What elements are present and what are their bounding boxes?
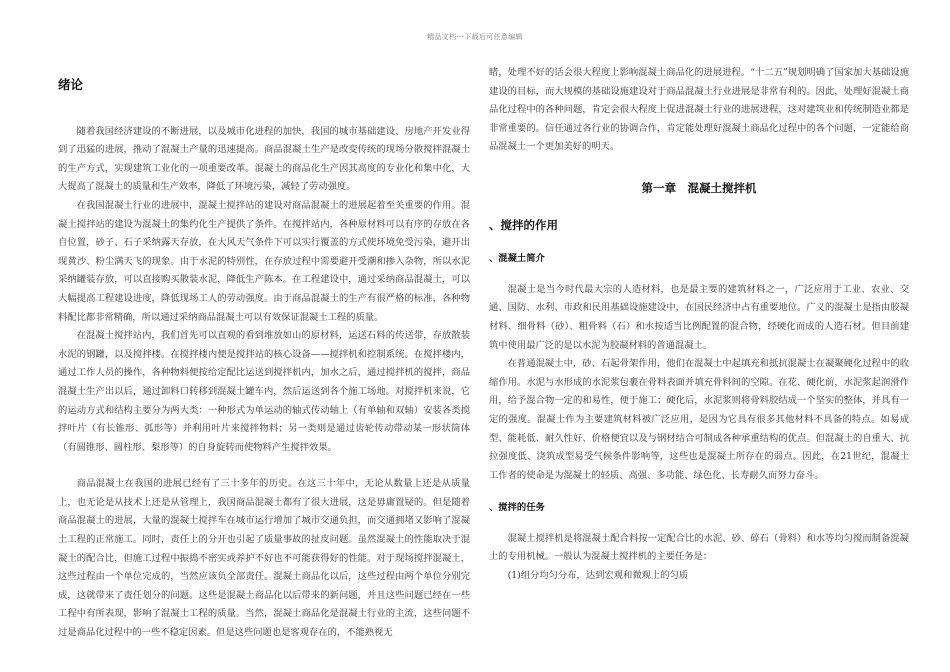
intro-paragraph: 随着我国经济建设的不断进展，以及城市化进程的加快，我国的城市基础建设、房地产开发业得到了迅猛的进展，推动了混凝土产量的迅速提高。商品混凝土生产是改变传统的现场分散搅拌混凝土的生产方式，实现建筑工业化的一项重要改革。混凝土的商品化生产因其高度的专业化和集中化，大大提高了混凝土的质量和生产效率，降低了环境污染，减轻了劳动强度。 — [58, 125, 470, 193]
introduction-heading: 绪论 — [58, 77, 84, 92]
body-paragraph: 在普通混凝土中，砂、石起骨架作用，他们在混凝土中起填充和抵抗混凝土在凝聚硬化过程中的收缩作用。水泥与水形成的水泥浆包裹在骨料表面并填充骨料间的空隙。在花、硬化前，水泥浆起润滑作用，给予混合物一定的和易性，便于施工；硬化后，水泥浆则将骨料胶结成一个坚实的整体，并具有一定的强度。混凝土作为主要建筑材料被广泛应用，是因为它具有很多其他材料不具备的特点。如易成型、能耗低、耐久性好、价格便宜以及与钢材结合可制成各种承重结构的优点。但混凝土的自重大、抗拉强度低、浇筑成型易受气候条件影响等，这些也是混凝土所存在的弱点。因此，在21世纪，混凝土工作者的使命是为混凝土的轻质、高强、多功能、绿色化、长寿耐久而努力奋斗。 — [489, 358, 909, 481]
list-item: (1)组分均匀分布，达到宏观和微观上的匀质 — [507, 570, 689, 582]
body-paragraph: 混凝土是当今时代最大宗的人造材料，也是最主要的建筑材料之一，广泛应用于工业、农业、交通、国防、水利、市政和民用基础设施建设中，在国民经济中占有重要地位。广义的混凝土是指由胶凝材料、细骨料（砂）、粗骨料（石）和水按适当比例配置的混合物，经硬化而成的人造石材。但目前建筑中使用最广泛的是以水泥为胶凝材料的普通混凝土。 — [489, 283, 909, 351]
chapter-title: 第一章 混凝土搅拌机 — [641, 180, 757, 195]
section-title: 、搅拌的作用 — [489, 217, 558, 232]
paragraph-gap — [58, 457, 470, 475]
subsection-title: 、搅拌的任务 — [489, 502, 545, 514]
continued-paragraph: 睹，处理不好的话会很大程度上影响混凝土商品化的进展进程。“十二五”规划明确了国家加大基础设施建设的目标，而大规模的基础设施建设对于商品混凝土行业进展是非常有利的。因此，处理好混凝土商品化过程中的各种问题，肯定会很大程度上促进混凝土行业的进展进程，这对建筑业和传统制造业都是非常重要的。信任通过各行业的协调合作，肯定能处理好混凝土商品化过程中的各个问题，一定能给商品混凝土一个更加美好的明天。 — [489, 67, 909, 153]
page-header: 精品文档---下载后可任意编辑 — [427, 33, 523, 41]
body-paragraph: 混凝土搅拌机是将混凝土配合料按一定配合比的水泥、砂、碎石（骨料）和水等均匀搅而制备混凝土的专用机械。一般认为混凝土搅拌机的主要任务是： — [489, 532, 909, 563]
left-column — [58, 76, 470, 643]
intro-paragraph: 商品混凝土在我国的进展已经有了三十多年的历史。在这三十年中，无论从数量上还是从质量上，也无论是从技术上还是从管理上，我国商品混凝土都有了很大进展，这是毋庸置疑的。但是随着商品混凝土的进展，大量的混凝土搅拌车在城市运行增加了城市交通负担，而交通拥堵又影响了混凝土工程的正常施工。同时，责任上的分开也引起了质量事故的扯皮问题。虽然混凝土的性能取决于混凝土的配合比，但施工过程中振捣不密实或养护不好也不可能获得好的性能。对于现场搅拌混凝土，这些过程由一个单位完成的，当然应该负全部责任。混凝土商品化以后，这些过程由两个单位分别完成，这就带来了责任划分的问题。这些是混凝土商品化以后带来的新问题，并且这些问题已经在一些工程中有所表现，影响了混凝土工程的质量。当然，混凝土商品化是混凝土行业的主流，这些问题不过是商品化过程中的一些不稳定因素。但是这些问题也是客观存在的，不能熟视无 — [58, 478, 470, 639]
subsection-title: 、混凝土简介 — [489, 253, 545, 265]
right-column — [489, 64, 909, 586]
intro-paragraph: 在混凝土搅拌站内，我们首先可以直观的看到堆放如山的原材料，运送石料的传送带，存放散装水泥的钢罐，以及搅拌楼。在搅拌楼内便是搅拌站的核心设备——搅拌机和控制系统。在搅拌楼内，通过工作人员的操作，各种物料便按给定配比运送到搅拌机内，加水之后，通过搅拌机的搅拌，商品混凝土生产出以后，通过卸料口转移到混凝土罐车内，然后运送到各个施工场地。对搅拌机来说，它的运动方式和结构主要分为两大类：一种形式为单运动的轴式传动轴上（有单轴和双轴）安装各类搅拌叶片（有长锥形、弧形等）并利用叶片来搅拌物料；另一类则是通过齿轮传动带动某一形状筒体（有圆锥形、圆柱形、梨形等）的自身旋转而使物料产生搅拌效果。 — [58, 330, 470, 453]
intro-paragraph: 在我国混凝土行业的进展中，混凝土搅拌站的建设对商品混凝土的进展起着至关重要的作用。混凝土搅拌站的建设为混凝土的集约化生产提供了条件。在搅拌站内，各种原材料可以有序的存放在各自位置，砂子、石子采纳露天存放，在大风天气条件下可以实行覆盖的方式使环境免受污染，避开出现黄沙、粉尘满天飞的现象。由于水泥的特别性，在存放过程中需要避开受潮和掺入杂物，所以水泥采纳罐装存放，可以直接购买散装水泥，降低生产陈本。在工程建设中，通过采纳商品混凝土，可以大幅提高工程建设进度，降低现场工人的劳动强度。由于商品混凝土的生产有很严格的标准，各种物料配比都非常精确，所以通过采纳商品混凝土可以有效保证混凝土工程的质量。 — [58, 199, 470, 323]
